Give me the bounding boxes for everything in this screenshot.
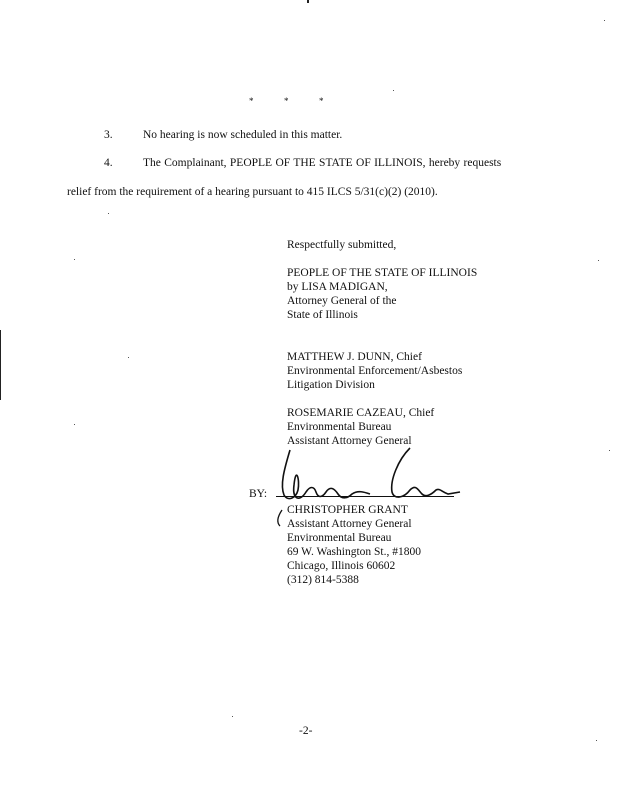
block-line: MATTHEW J. DUNN, Chief [287, 351, 422, 363]
scan-speck [74, 259, 75, 260]
paragraph-4-line-2: relief from the requirement of a hearing pursuant to 415 ILCS 5/31(c)(2) (2010). [67, 186, 438, 198]
signer-line: 69 W. Washington St., #1800 [287, 546, 422, 558]
block-line: PEOPLE OF THE STATE OF ILLINOIS [287, 267, 478, 279]
paragraph-4-number: 4. [104, 157, 113, 169]
block-line: by LISA MADIGAN, [287, 281, 388, 293]
scan-speck [393, 90, 394, 91]
paragraph-3-number: 3. [104, 129, 113, 141]
section-break-stars [249, 96, 354, 106]
signer-line: Chicago, Illinois 60602 [287, 560, 396, 572]
star: * [319, 96, 324, 106]
scan-speck [598, 260, 599, 261]
block-line: Environmental Enforcement/Asbestos [287, 365, 463, 377]
paragraph-4-line-1: The Complainant, PEOPLE OF THE STATE OF ILLINOIS, hereby requests [143, 157, 502, 169]
signer-name: CHRISTOPHER GRANT [287, 504, 408, 516]
star: * [249, 96, 254, 106]
block-line: State of Illinois [287, 309, 358, 321]
scan-speck [74, 424, 75, 425]
signer-line: Environmental Bureau [287, 532, 392, 544]
scan-speck [604, 20, 605, 21]
block-line: Assistant Attorney General [287, 435, 412, 447]
block-line: Attorney General of the [287, 295, 397, 307]
page-number: -2- [299, 725, 313, 737]
signer-line: Assistant Attorney General [287, 518, 412, 530]
scan-mark-top [307, 0, 309, 3]
scan-mark-left-edge [0, 330, 1, 400]
block-line: Environmental Bureau [287, 421, 392, 433]
scan-speck [596, 740, 597, 741]
scan-speck [609, 450, 610, 451]
scan-speck [108, 213, 109, 214]
signer-line: (312) 814-5388 [287, 574, 359, 586]
star: * [284, 96, 289, 106]
scan-speck [128, 357, 129, 358]
paragraph-3-text: No hearing is now scheduled in this matter. [143, 129, 343, 141]
scan-speck [232, 716, 233, 717]
by-label: BY: [249, 488, 268, 500]
block-line: ROSEMARIE CAZEAU, Chief [287, 407, 435, 419]
block-line: Litigation Division [287, 379, 375, 391]
closing-text: Respectfully submitted, [287, 239, 397, 251]
